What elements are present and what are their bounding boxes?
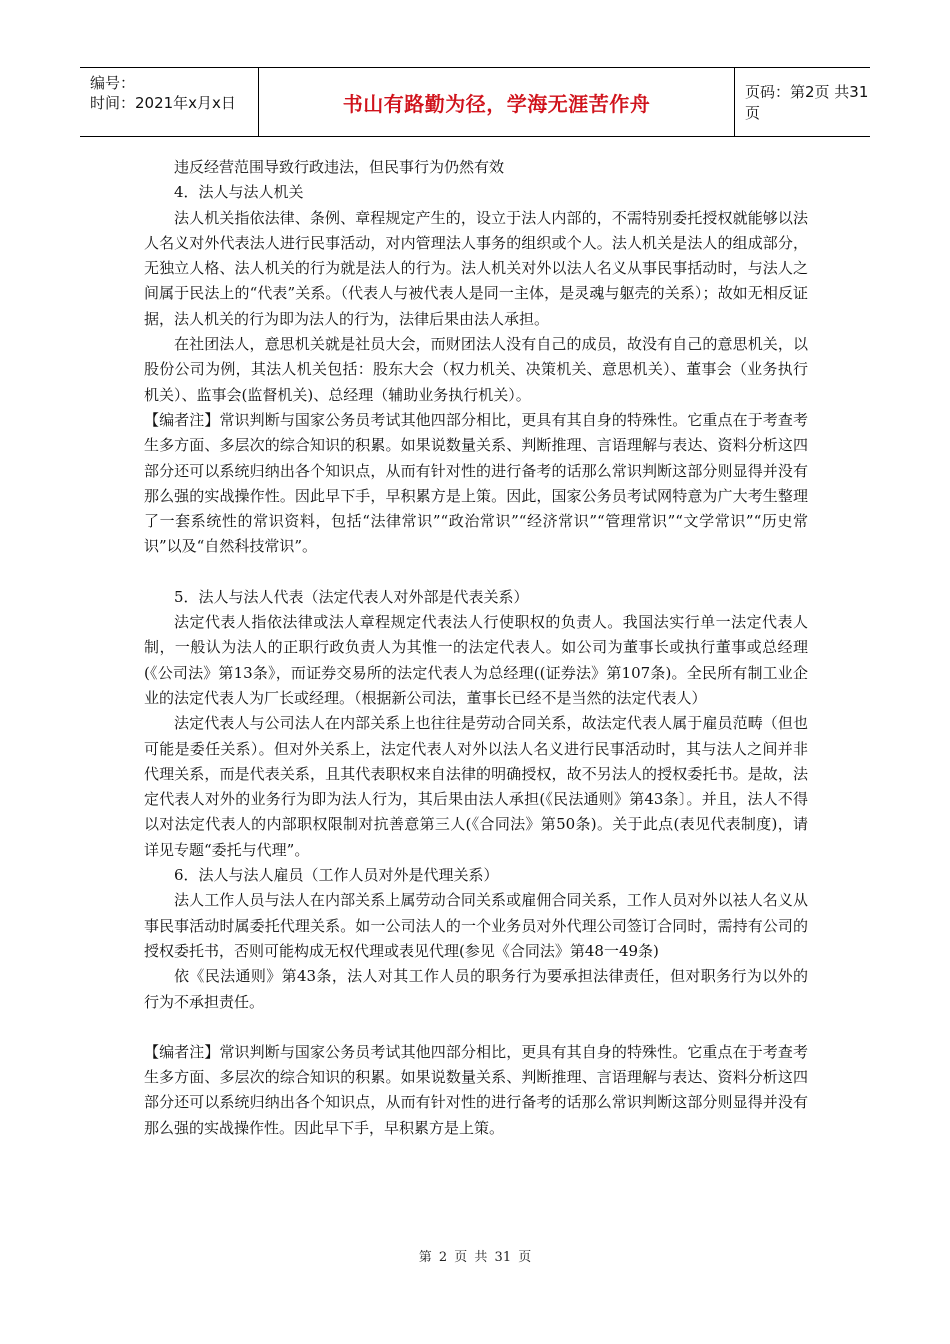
section-heading: 5．法人与法人代表（法定代表人对外部是代表关系） xyxy=(174,587,529,606)
header-meta xyxy=(80,68,259,136)
page-footer: 第 2 页 共 31 页 xyxy=(418,1250,532,1265)
paragraph: 法定代表人指依法律或法人章程规定代表法人行使职权的负责人。我国法实行单一法定代表人制，一般认为法人的正职行政负责人为其惟一的法定代表人。如公司为董事长或执行董事或总经理(《公司法》第13条》，而证券交易所的法定代表人为总经理((证券法》第107条)。全民所有制工业企业的法定代表人为厂长或经理。（根据新公司法，董事长已经不是当然的法定代表人） xyxy=(144,613,808,707)
page-header xyxy=(80,67,870,137)
paragraph: 法定代表人与公司法人在内部关系上也往往是劳动合同关系，故法定代表人属于雇员范畴（但也可能是委任关系）。但对外关系上，法定代表人对外以法人名义进行民事活动时，其与法人之间并非代理关系，而是代表关系，且其代表职权来自法律的明确授权，故不另法人的授权委托书。是故，法定代表人对外的业务行为即为法人行为，其后果由法人承担(《民法通则》第43条〕。并且，法人不得以对法定代表人的内部职权限制对抗善意第三人(《合同法》第50条)。关于此点(表见代表制度)，请详见专题“委托与代理”。 xyxy=(144,714,808,859)
editor-note: 【编者注】常识判断与国家公务员考试其他四部分相比，更具有其自身的特殊性。它重点在于考查考生多方面、多层次的综合知识的积累。如果说数量关系、判断推理、言语理解与表达、资料分析这四部分还可以系统归纳出各个知识点，从而有针对性的进行备考的话那么常识判断这部分则显得并没有那么强的实战操作性。因此早下手，早积累方是上策。 xyxy=(144,1042,808,1137)
document-date-label: 时间：2021年x月x日 xyxy=(90,94,236,112)
editor-note: 【编者注】常识判断与国家公务员考试其他四部分相比，更具有其自身的特殊性。它重点在于考查考生多方面、多层次的综合知识的积累。如果说数量关系、判断推理、言语理解与表达、资料分析这四部分还可以系统归纳出各个知识点，从而有针对性的进行备考的话那么常识判断这部分则显得并没有那么强的实战操作性。因此早下手，早积累方是上策。因此，国家公务员考试网特意为广大考生整理了一套系统性的常识资料，包括“法律常识”“政治常识”“经济常识”“管理常识”“文学常识”“历史常识”以及“自然科技常识”。 xyxy=(144,410,808,556)
paragraph: 违反经营范围导致行政违法，但民事行为仍然有效 xyxy=(174,158,505,176)
paragraph: 依《民法通则》第43条，法人对其工作人员的职务行为要承担法律责任，但对职务行为以外的行为不承担责任。 xyxy=(144,967,808,1011)
section-heading: 6．法人与法人雇员（工作人员对外是代理关系） xyxy=(174,866,499,885)
paragraph: 在社团法人，意思机关就是社员大会，而财团法人没有自己的成员，故没有自己的意思机关，以股份公司为例，其法人机关包括：股东大会（权力机关、决策机关、意思机关）、董事会（业务执行机关）、监事会(监督机关)、总经理（辅助业务执行机关）。 xyxy=(144,335,808,404)
header-page-info: 页码：第2页 共31页 xyxy=(745,83,869,122)
paragraph: 法人工作人员与法人在内部关系上属劳动合同关系或雇佣合同关系，工作人员对外以祛人名义从事民事活动时属委托代理关系。如一公司法人的一个业务员对外代理公司签订合同时，需持有公司的授权委托书，否则可能构成无权代理或表见代理(参见《合同法》第48一49条) xyxy=(144,891,808,960)
spacer xyxy=(144,560,808,585)
header-motto: 书山有路勤为径，学海无涯苦作舟 xyxy=(342,91,651,116)
section-heading: 4．法人与法人机关 xyxy=(174,183,304,202)
spacer xyxy=(144,1015,808,1040)
document-body xyxy=(144,155,808,1141)
document-number-label: 编号： xyxy=(90,74,136,92)
paragraph: 法人机关指依法律、条例、章程规定产生的，设立于法人内部的，不需特别委托授权就能够以法人名义对外代表法人进行民事活动，对内管理法人事务的组织或个人。法人机关是法人的组成部分，无独立人格、法人机关的行为就是法人的行为。法人机关对外以法人名义从事民事括动时，与法人之间属于民法上的“代表”关系。（代表人与被代表人是同一主体，是灵魂与躯壳的关系）；故如无相反证据，法人机关的行为即为法人的行为，法律后果由法人承担。 xyxy=(144,208,808,328)
header-motto-cell xyxy=(259,68,735,136)
